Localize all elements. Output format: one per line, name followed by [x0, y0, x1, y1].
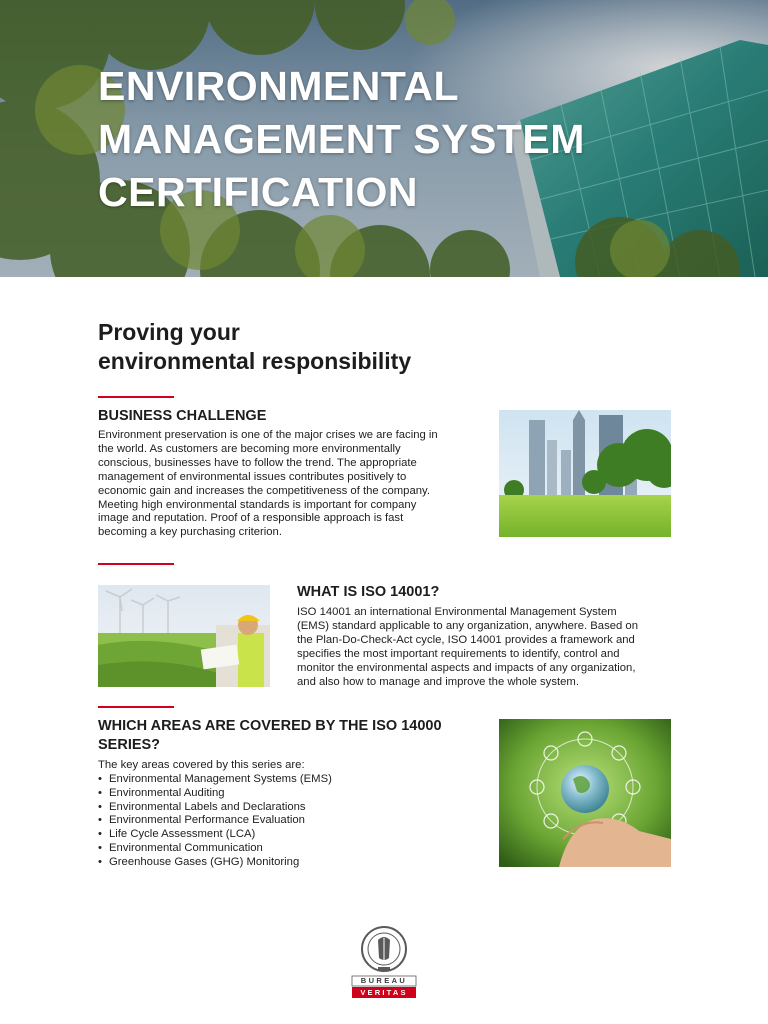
text-line: management of environmental issues contributes positively to [98, 470, 407, 483]
text-line: the Plan-Do-Check-Act cycle, ISO 14001 provides a framework and [297, 633, 635, 646]
business-challenge-heading: BUSINESS CHALLENGE [98, 408, 267, 424]
logo-bottom-text: VERITAS [360, 988, 408, 997]
city-park-photo [499, 410, 671, 537]
globe-hand-photo [499, 719, 671, 867]
text-line: Meeting high environmental standards is important for company [98, 498, 417, 511]
text-line: monitor the environmental aspects and impacts of any organization, [297, 661, 636, 674]
list-item: • Environmental Labels and Declarations [98, 801, 332, 815]
bureau-veritas-logo [351, 920, 417, 1000]
title-line-2: MANAGEMENT SYSTEM [98, 116, 585, 162]
list-item: • Environmental Communication [98, 842, 332, 856]
title-line-1: ENVIRONMENTAL [98, 63, 460, 109]
text-line: the world. As customers are becoming more environmentally [98, 442, 401, 455]
page-title [98, 60, 585, 219]
list-item: • Environmental Performance Evaluation [98, 814, 332, 828]
title-line-3: CERTIFICATION [98, 169, 419, 215]
wind-farm-engineer-photo [98, 585, 270, 687]
list-item: • Life Cycle Assessment (LCA) [98, 828, 332, 842]
divider-3 [98, 706, 174, 708]
list-item: • Environmental Auditing [98, 787, 332, 801]
text-line: conscious, businesses have to follow the trend. The appropriate [98, 456, 417, 469]
divider-1 [98, 396, 174, 398]
intro-line-1: Proving your [98, 319, 240, 345]
text-line: image and reputation. Proof of a responsible approach is fast [98, 512, 404, 525]
business-challenge-text [98, 429, 478, 540]
areas-heading [98, 717, 442, 755]
areas-heading-line-2: SERIES? [98, 737, 161, 753]
logo-top-text: BUREAU [360, 976, 408, 985]
text-line: Environment preservation is one of the major crises we are facing in [98, 429, 438, 441]
text-line: and also how to manage and improve the whole system. [297, 675, 579, 688]
list-item: • Greenhouse Gases (GHG) Monitoring [98, 856, 332, 870]
text-line: economic gain and increases the competitiveness of the company. [98, 484, 430, 497]
hero-banner [0, 0, 768, 277]
areas-heading-line-1: WHICH AREAS ARE COVERED BY THE ISO 14000 [98, 718, 442, 734]
text-line: specifies the most important requirements to identify, control and [297, 647, 620, 660]
iso14001-text [297, 606, 677, 689]
divider-2 [98, 563, 174, 565]
text-line: becoming a key purchasing criterion. [98, 526, 282, 539]
areas-intro: The key areas covered by this series are: [98, 759, 305, 771]
intro-heading [98, 318, 411, 376]
text-line: (EMS) standard applicable to any organization, anywhere. Based on [297, 619, 638, 632]
intro-line-2: environmental responsibility [98, 348, 412, 374]
areas-list [98, 773, 332, 870]
iso14001-heading: WHAT IS ISO 14001? [297, 584, 440, 600]
text-line: ISO 14001 an international Environmental Management System [297, 606, 617, 618]
list-item: • Environmental Management Systems (EMS) [98, 773, 332, 787]
